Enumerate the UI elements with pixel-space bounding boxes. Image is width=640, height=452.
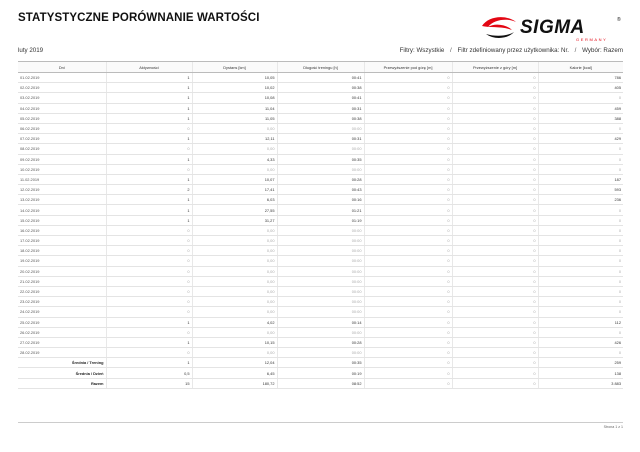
value-cell: 0	[106, 266, 192, 276]
value-cell: 0,00	[192, 327, 277, 337]
value-cell: 0,00	[192, 266, 277, 276]
value-cell: 0	[364, 83, 452, 93]
filter-all: Filtry: Wszystkie	[399, 47, 445, 54]
value-cell: 0	[452, 174, 538, 184]
date-cell: 07.02.2019	[18, 134, 106, 144]
table-row	[18, 144, 623, 154]
value-cell: 0	[364, 113, 452, 123]
value-cell: 00:16	[277, 195, 364, 205]
value-cell: 0	[364, 246, 452, 256]
value-cell: 00:31	[277, 103, 364, 113]
table-header-row	[18, 62, 623, 73]
value-cell: 0	[106, 164, 192, 174]
logo-registered: ®	[617, 17, 621, 23]
summary-value: 12,04	[192, 358, 277, 368]
value-cell: 11,05	[192, 113, 277, 123]
summary-value: 00:19	[277, 368, 364, 378]
summary-value: 0	[364, 378, 452, 388]
value-cell: 0	[452, 276, 538, 286]
report-period: luty 2019	[18, 47, 44, 54]
value-cell: 12,11	[192, 134, 277, 144]
value-cell: 1	[106, 317, 192, 327]
value-cell: 0,00	[192, 297, 277, 307]
date-cell: 03.02.2019	[18, 93, 106, 103]
table-row	[18, 83, 623, 93]
value-cell: 0	[364, 236, 452, 246]
filter-user: Filtr zdefiniowany przez użytkownika: Nr.	[457, 47, 569, 54]
value-cell: 0	[538, 164, 623, 174]
value-cell: 0	[364, 337, 452, 347]
value-cell: 0	[452, 266, 538, 276]
summary-row	[18, 368, 623, 378]
value-cell: 0	[364, 154, 452, 164]
value-cell: 0,00	[192, 286, 277, 296]
value-cell: 0	[364, 144, 452, 154]
value-cell: 0	[452, 195, 538, 205]
value-cell: 187	[538, 174, 623, 184]
value-cell: 0	[106, 348, 192, 358]
date-cell: 20.02.2019	[18, 266, 106, 276]
value-cell: 0	[106, 327, 192, 337]
value-cell: 0,00	[192, 276, 277, 286]
value-cell: 0,00	[192, 307, 277, 317]
value-cell: 0	[106, 256, 192, 266]
value-cell: 0	[364, 256, 452, 266]
filter-separator: /	[450, 47, 452, 54]
value-cell: 0	[452, 297, 538, 307]
value-cell: 426	[538, 337, 623, 347]
value-cell: 00:00	[277, 297, 364, 307]
logo-brand: SIGMA	[520, 17, 585, 38]
summary-value: 0	[452, 358, 538, 368]
value-cell: 00:31	[277, 134, 364, 144]
footer-divider	[18, 422, 623, 423]
table-row	[18, 276, 623, 286]
value-cell: 0	[538, 327, 623, 337]
value-cell: 2	[106, 185, 192, 195]
value-cell: 00:00	[277, 307, 364, 317]
value-cell: 0	[538, 123, 623, 133]
date-cell: 02.02.2019	[18, 83, 106, 93]
value-cell: 1	[106, 337, 192, 347]
value-cell: 0	[106, 276, 192, 286]
date-cell: 12.02.2019	[18, 185, 106, 195]
value-cell: 00:00	[277, 123, 364, 133]
value-cell: 0	[364, 205, 452, 215]
value-cell: 786	[538, 73, 623, 83]
value-cell: 4,02	[192, 317, 277, 327]
page-number: Strona 1 z 1	[603, 425, 623, 429]
table-row	[18, 266, 623, 276]
value-cell: 0	[452, 327, 538, 337]
date-cell: 04.02.2019	[18, 103, 106, 113]
statistics-table	[18, 61, 623, 389]
value-cell: 0	[538, 236, 623, 246]
column-header: Przewyższenie z góry [m]	[452, 62, 538, 73]
summary-value: 259	[538, 358, 623, 368]
date-cell: 11.02.2019	[18, 174, 106, 184]
value-cell: 0	[364, 164, 452, 174]
value-cell: 0	[106, 236, 192, 246]
column-header: Dni	[18, 62, 106, 73]
value-cell: 0	[452, 225, 538, 235]
date-cell: 15.02.2019	[18, 215, 106, 225]
table-row	[18, 134, 623, 144]
table-row	[18, 225, 623, 235]
value-cell: 17,41	[192, 185, 277, 195]
date-cell: 27.02.2019	[18, 337, 106, 347]
value-cell: 0	[452, 256, 538, 266]
value-cell: 01:21	[277, 205, 364, 215]
value-cell: 00:00	[277, 327, 364, 337]
summary-value: 3 883	[538, 378, 623, 388]
value-cell: 27,55	[192, 205, 277, 215]
value-cell: 0	[538, 276, 623, 286]
value-cell: 0	[452, 123, 538, 133]
date-cell: 10.02.2019	[18, 164, 106, 174]
table-row	[18, 215, 623, 225]
value-cell: 0	[452, 73, 538, 83]
value-cell: 0,00	[192, 348, 277, 358]
value-cell: 00:28	[277, 174, 364, 184]
value-cell: 0	[538, 144, 623, 154]
value-cell: 0	[364, 225, 452, 235]
value-cell: 10,02	[192, 83, 277, 93]
sigma-logo	[480, 12, 622, 46]
value-cell: 1	[106, 134, 192, 144]
value-cell: 1	[106, 103, 192, 113]
value-cell: 00:00	[277, 144, 364, 154]
value-cell: 429	[538, 134, 623, 144]
summary-value: 180,72	[192, 378, 277, 388]
table-row	[18, 123, 623, 133]
table-row	[18, 154, 623, 164]
date-cell: 17.02.2019	[18, 236, 106, 246]
value-cell: 0	[106, 246, 192, 256]
date-cell: 01.02.2019	[18, 73, 106, 83]
table-row	[18, 113, 623, 123]
value-cell: 00:41	[277, 73, 364, 83]
value-cell: 0	[106, 123, 192, 133]
date-cell: 08.02.2019	[18, 144, 106, 154]
filter-selection: Wybór: Razem	[582, 47, 623, 54]
value-cell: 1	[106, 73, 192, 83]
summary-label: Średnia / Dzień	[18, 368, 106, 378]
value-cell: 6,03	[192, 195, 277, 205]
value-cell: 0	[538, 307, 623, 317]
table-row	[18, 103, 623, 113]
value-cell: 0	[538, 205, 623, 215]
value-cell: 0	[538, 93, 623, 103]
value-cell: 0	[538, 286, 623, 296]
value-cell: 10,05	[192, 73, 277, 83]
value-cell: 0	[452, 286, 538, 296]
value-cell: 0	[538, 215, 623, 225]
value-cell: 0	[106, 307, 192, 317]
summary-value: 00:35	[277, 358, 364, 368]
date-cell: 24.02.2019	[18, 307, 106, 317]
value-cell: 0	[364, 215, 452, 225]
value-cell: 0	[364, 297, 452, 307]
table-row	[18, 236, 623, 246]
date-cell: 23.02.2019	[18, 297, 106, 307]
value-cell: 1	[106, 113, 192, 123]
value-cell: 1	[106, 174, 192, 184]
value-cell: 1	[106, 154, 192, 164]
table-row	[18, 337, 623, 347]
value-cell: 0	[364, 317, 452, 327]
value-cell: 1	[106, 83, 192, 93]
table-row	[18, 73, 623, 83]
date-cell: 13.02.2019	[18, 195, 106, 205]
value-cell: 0	[106, 297, 192, 307]
date-cell: 05.02.2019	[18, 113, 106, 123]
value-cell: 10,08	[192, 93, 277, 103]
summary-value: 138	[538, 368, 623, 378]
page-title: STATYSTYCZNE PORÓWNANIE WARTOŚCI	[18, 12, 260, 24]
value-cell: 0	[452, 154, 538, 164]
table-row	[18, 286, 623, 296]
value-cell: 0	[364, 327, 452, 337]
value-cell: 00:00	[277, 164, 364, 174]
value-cell: 0	[452, 205, 538, 215]
date-cell: 14.02.2019	[18, 205, 106, 215]
table-row	[18, 93, 623, 103]
value-cell: 0,00	[192, 225, 277, 235]
value-cell: 0	[364, 286, 452, 296]
value-cell: 0	[452, 246, 538, 256]
value-cell: 0	[452, 236, 538, 246]
value-cell: 00:00	[277, 266, 364, 276]
value-cell: 00:43	[277, 185, 364, 195]
value-cell: 0	[538, 256, 623, 266]
value-cell: 0	[364, 123, 452, 133]
value-cell: 10,07	[192, 174, 277, 184]
value-cell: 0	[452, 215, 538, 225]
value-cell: 0	[452, 348, 538, 358]
value-cell: 0	[452, 83, 538, 93]
value-cell: 1	[106, 205, 192, 215]
value-cell: 0	[106, 286, 192, 296]
value-cell: 388	[538, 113, 623, 123]
value-cell: 00:41	[277, 93, 364, 103]
date-cell: 22.02.2019	[18, 286, 106, 296]
table-row	[18, 174, 623, 184]
date-cell: 16.02.2019	[18, 225, 106, 235]
value-cell: 4,33	[192, 154, 277, 164]
value-cell: 00:00	[277, 348, 364, 358]
value-cell: 00:28	[277, 337, 364, 347]
table-row	[18, 348, 623, 358]
value-cell: 0	[452, 307, 538, 317]
value-cell: 00:00	[277, 256, 364, 266]
value-cell: 00:38	[277, 113, 364, 123]
value-cell: 0	[538, 266, 623, 276]
summary-value: 6,45	[192, 368, 277, 378]
value-cell: 00:38	[277, 83, 364, 93]
value-cell: 593	[538, 185, 623, 195]
value-cell: 10,15	[192, 337, 277, 347]
value-cell: 0	[364, 348, 452, 358]
value-cell: 0	[364, 195, 452, 205]
value-cell: 405	[538, 83, 623, 93]
summary-value: 1	[106, 358, 192, 368]
value-cell: 0	[538, 246, 623, 256]
value-cell: 1	[106, 195, 192, 205]
value-cell: 112	[538, 317, 623, 327]
table-row	[18, 297, 623, 307]
column-header: Dystans [km]	[192, 62, 277, 73]
value-cell: 0,00	[192, 144, 277, 154]
table-row	[18, 164, 623, 174]
value-cell: 0	[452, 144, 538, 154]
date-cell: 18.02.2019	[18, 246, 106, 256]
date-cell: 26.02.2019	[18, 327, 106, 337]
column-header: Przewyższenie pod górę [m]	[364, 62, 452, 73]
value-cell: 01:19	[277, 215, 364, 225]
value-cell: 0	[538, 225, 623, 235]
value-cell: 0	[538, 348, 623, 358]
value-cell: 0	[364, 103, 452, 113]
table-row	[18, 185, 623, 195]
summary-label: Średnia / Trening	[18, 358, 106, 368]
value-cell: 0	[538, 297, 623, 307]
value-cell: 0	[364, 307, 452, 317]
value-cell: 236	[538, 195, 623, 205]
value-cell: 0	[364, 73, 452, 83]
value-cell: 0	[364, 174, 452, 184]
logo-swoosh-icon	[482, 17, 516, 30]
date-cell: 21.02.2019	[18, 276, 106, 286]
value-cell: 31,27	[192, 215, 277, 225]
column-header: Aktywności	[106, 62, 192, 73]
table-row	[18, 307, 623, 317]
value-cell: 0,00	[192, 256, 277, 266]
logo-sub: GERMANY	[576, 37, 608, 42]
value-cell: 0	[538, 154, 623, 164]
value-cell: 0	[106, 144, 192, 154]
value-cell: 00:00	[277, 236, 364, 246]
date-cell: 19.02.2019	[18, 256, 106, 266]
value-cell: 1	[106, 215, 192, 225]
value-cell: 0	[106, 225, 192, 235]
value-cell: 0	[452, 134, 538, 144]
date-cell: 25.02.2019	[18, 317, 106, 327]
summary-value: 0	[452, 378, 538, 388]
value-cell: 0	[452, 103, 538, 113]
summary-value: 0	[364, 368, 452, 378]
column-header: Długość treningu [h]	[277, 62, 364, 73]
value-cell: 0	[452, 113, 538, 123]
value-cell: 00:00	[277, 276, 364, 286]
table-row	[18, 195, 623, 205]
filter-separator: /	[574, 47, 577, 54]
summary-value: 0	[364, 358, 452, 368]
date-cell: 28.02.2019	[18, 348, 106, 358]
value-cell: 0,00	[192, 236, 277, 246]
value-cell: 00:00	[277, 246, 364, 256]
table-row	[18, 256, 623, 266]
value-cell: 0	[452, 93, 538, 103]
value-cell: 0,00	[192, 123, 277, 133]
summary-value: 0	[452, 368, 538, 378]
column-header: Kalorie [kcal]	[538, 62, 623, 73]
date-cell: 09.02.2019	[18, 154, 106, 164]
value-cell: 0	[452, 337, 538, 347]
table-row	[18, 317, 623, 327]
summary-value: 08:52	[277, 378, 364, 388]
value-cell: 0	[364, 185, 452, 195]
value-cell: 0	[452, 164, 538, 174]
value-cell: 0	[364, 276, 452, 286]
value-cell: 11,04	[192, 103, 277, 113]
date-cell: 06.02.2019	[18, 123, 106, 133]
value-cell: 00:00	[277, 286, 364, 296]
table-row	[18, 327, 623, 337]
value-cell: 00:35	[277, 154, 364, 164]
summary-value: 0,5	[106, 368, 192, 378]
table-row	[18, 205, 623, 215]
summary-value: 15	[106, 378, 192, 388]
filter-summary	[400, 47, 623, 54]
value-cell: 0,00	[192, 164, 277, 174]
summary-row	[18, 358, 623, 368]
table-body	[18, 73, 623, 389]
value-cell: 00:00	[277, 225, 364, 235]
summary-label: Razem	[18, 378, 106, 388]
value-cell: 459	[538, 103, 623, 113]
table-row	[18, 246, 623, 256]
summary-row	[18, 378, 623, 388]
value-cell: 0	[364, 266, 452, 276]
value-cell: 0	[452, 185, 538, 195]
value-cell: 0	[364, 134, 452, 144]
value-cell: 0	[364, 93, 452, 103]
value-cell: 00:14	[277, 317, 364, 327]
value-cell: 1	[106, 93, 192, 103]
value-cell: 0	[452, 317, 538, 327]
value-cell: 0,00	[192, 246, 277, 256]
